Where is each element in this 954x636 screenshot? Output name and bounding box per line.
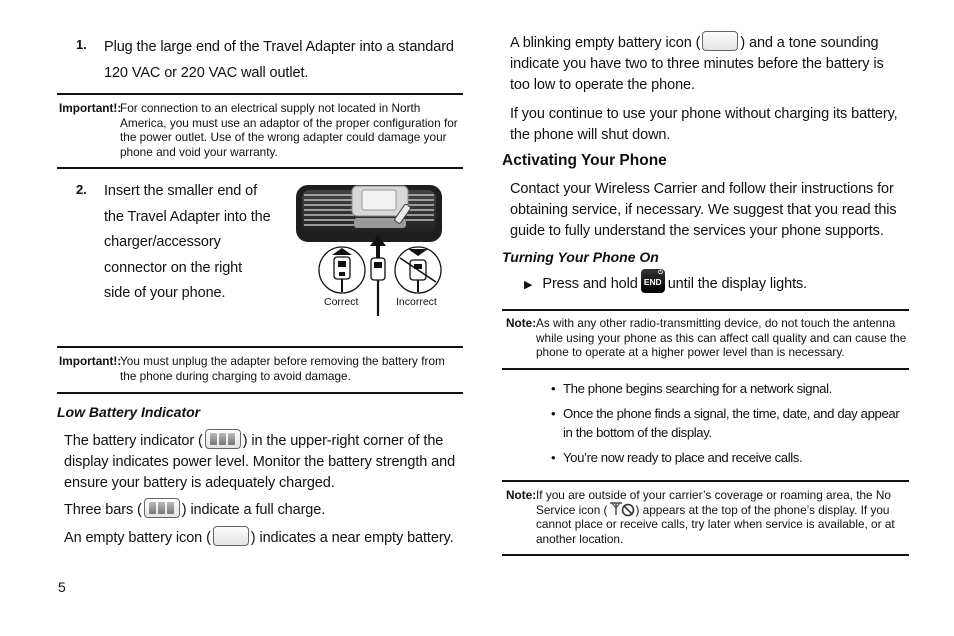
- divider-top-note-2: [502, 480, 909, 482]
- step-2-line-2: the Travel Adapter into the: [104, 208, 271, 225]
- turning-on-heading: Turning Your Phone On: [502, 249, 659, 265]
- turning-on-before: Press and hold: [542, 276, 638, 292]
- important-1-note: [59, 101, 463, 159]
- bullet-item: • You’re now ready to place and receive calls.: [551, 448, 911, 468]
- continue-paragraph: If you continue to use your phone without charging its battery, the phone will shut down.: [510, 106, 898, 143]
- battery-empty-icon: [702, 31, 738, 51]
- divider-top-note-1: [502, 309, 909, 311]
- blink-before: A blinking empty battery icon (: [510, 35, 701, 51]
- figure-label-correct: Correct: [324, 296, 359, 308]
- step-2-number: 2.: [76, 182, 87, 197]
- important-2-label: Important!:: [59, 354, 122, 368]
- step-2-line-1: Insert the smaller end of: [104, 183, 258, 199]
- battery-empty-icon: [213, 526, 249, 546]
- turning-on-after: until the display lights.: [667, 276, 808, 292]
- low-battery-p1-after: ) in the upper-right corner of the display indicates power level. Monitor the battery strength and ensure your battery is adequately charged.: [64, 433, 456, 491]
- end-key-icon: ⏻ END: [641, 269, 665, 293]
- important-2-text: You must unplug the adapter before removing the battery from the phone during charging to avoid damage.: [120, 354, 445, 383]
- battery-full-icon: [144, 498, 180, 518]
- divider-bottom-note-1: [502, 368, 909, 370]
- charging-figure: [294, 182, 450, 318]
- page-number: 5: [58, 579, 66, 595]
- step-1-number: 1.: [76, 37, 87, 52]
- low-battery-paragraph-3: [64, 528, 464, 549]
- figure-label-incorrect: Incorrect: [396, 296, 437, 308]
- divider-top-important-1: [57, 93, 463, 95]
- low-battery-paragraph-1: [64, 431, 456, 494]
- low-battery-p2-after: ) indicate a full charge.: [181, 502, 326, 518]
- divider-bottom-note-2: [502, 554, 909, 556]
- divider-bottom-important-1: [57, 167, 463, 169]
- bullet-item: • The phone begins searching for a network signal.: [551, 379, 911, 399]
- step-1-text: Plug the large end of the Travel Adapter into a standard 120 VAC or 220 VAC wall outlet.: [104, 39, 454, 81]
- note-2-label: Note:: [506, 488, 537, 502]
- blinking-battery-paragraph: [510, 33, 906, 96]
- step-2: [76, 179, 276, 307]
- step-2-line-5: side of your phone.: [104, 285, 226, 301]
- no-service-icon: [607, 501, 635, 517]
- low-battery-paragraph-2: [64, 500, 456, 521]
- battery-full-icon: [205, 429, 241, 449]
- note-2-before: If you are outside of your carrier’s coverage or roaming area, the No Service icon (: [536, 488, 891, 517]
- note-2-after: ) appears at the top of the phone’s display. If you cannot place or receive calls, try later when service is available, or at another location.: [536, 502, 895, 546]
- note-1: [506, 316, 908, 360]
- important-1-label: Important!:: [59, 101, 122, 115]
- step-1: [76, 34, 456, 86]
- step-2-line-3: charger/accessory: [104, 234, 221, 250]
- end-key-label: END: [643, 277, 662, 288]
- activating-heading: Activating Your Phone: [502, 152, 667, 169]
- low-battery-p2-before: Three bars (: [64, 502, 142, 518]
- important-2-note: [59, 354, 463, 383]
- activating-paragraph: Contact your Wireless Carrier and follow their instructions for obtaining service, if necessary. We suggest that you read this guide to fully understand the services your phone supports.: [510, 181, 897, 239]
- divider-top-important-2: [57, 346, 463, 348]
- low-battery-p3-before: An empty battery icon (: [64, 530, 211, 546]
- note-1-label: Note:: [506, 316, 537, 330]
- note-2-text: [536, 488, 908, 546]
- triangle-right-icon: ▶: [524, 279, 533, 291]
- low-battery-p1-before: The battery indicator (: [64, 433, 203, 449]
- low-battery-heading: Low Battery Indicator: [57, 404, 201, 420]
- note-1-text: As with any other radio-transmitting device, do not touch the antenna while using your phone as this can affect call quality and can cause the phone to operate at a higher power level than is necessary.: [536, 316, 907, 359]
- turning-on-step: [524, 270, 904, 296]
- blink-after: ) and a tone sounding indicate you have two to three minutes before the battery is too low to operate the phone.: [510, 35, 884, 93]
- bullet-item: • Once the phone finds a signal, the time, date, and day appear in the bottom of the display.: [551, 404, 911, 443]
- step-2-line-4: connector on the right: [104, 259, 243, 276]
- status-bullet-list: [551, 379, 911, 467]
- important-1-text: For connection to an electrical supply not located in North America, you must use an adaptor of the proper configuration for the power outlet. Use of the wrong adapter could damage your phone and void your warranty.: [120, 101, 458, 159]
- low-battery-p3-after: ) indicates a near empty battery.: [250, 530, 454, 546]
- divider-bottom-important-2: [57, 392, 463, 394]
- note-2: [506, 488, 908, 546]
